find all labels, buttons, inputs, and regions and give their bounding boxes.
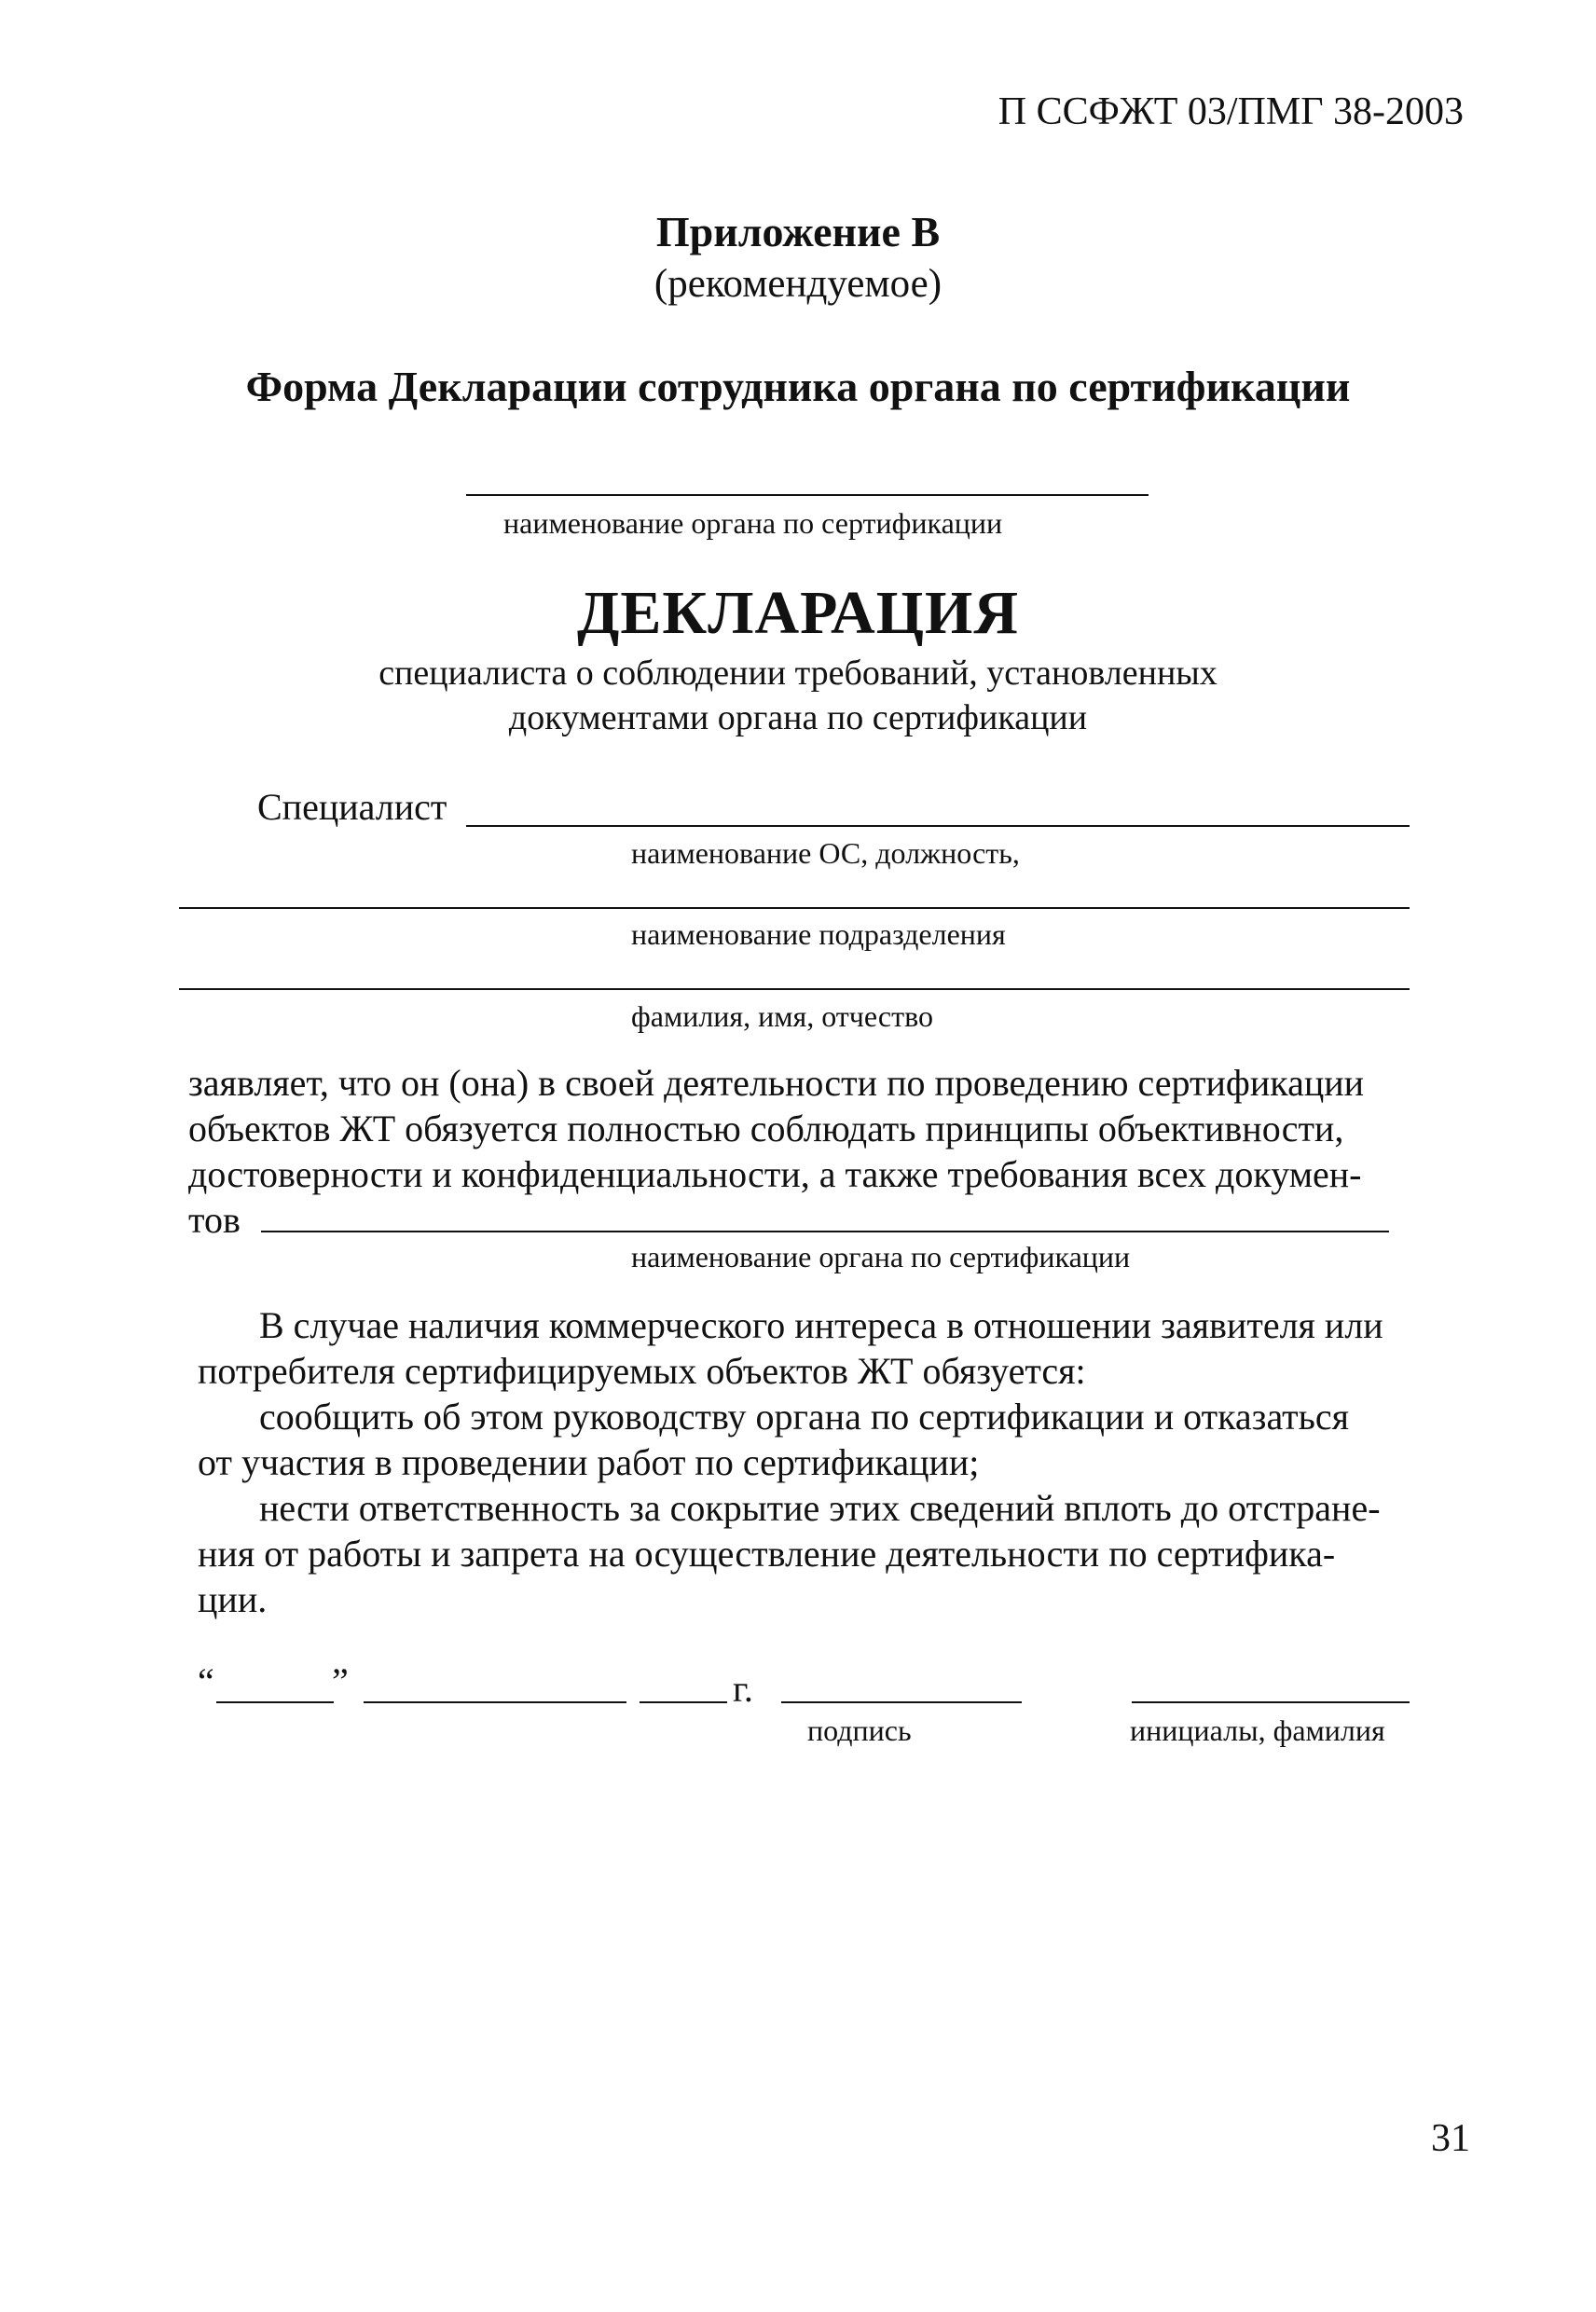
commercial-p2-line-1: сообщить об этом руководству органа по сертификации и отказаться [259,1396,1350,1438]
statement-line-3: достоверности и конфиденциальности, а также требования всех докумен- [188,1153,1362,1195]
page-number: 31 [1431,2117,1470,2160]
signature-line[interactable] [781,1701,1022,1703]
date-year-line[interactable] [640,1701,727,1703]
date-quote-close: ” [332,1660,349,1702]
date-quote-open: “ [198,1660,214,1702]
commercial-p3-line-3: ции. [198,1578,268,1620]
signature-caption: подпись [807,1713,912,1747]
appendix-title: Приложение В [655,208,941,255]
documents-org-caption: наименование органа по сертификации [631,1240,1131,1273]
date-day-line[interactable] [216,1701,334,1703]
declaration-subtitle-line-2: документами органа по сертификации [508,698,1088,737]
specialist-label: Специалист [257,786,447,828]
statement-line-2: объектов ЖТ обязуется полностью соблюдать принципы объективности, [188,1108,1344,1149]
form-title: Форма Декларации сотрудника органа по сертификации [245,363,1351,410]
department-field-line[interactable] [179,907,1410,909]
declaration-title: ДЕКЛАРАЦИЯ [577,579,1019,647]
initials-caption: инициалы, фамилия [1130,1713,1385,1747]
commercial-p1-line-1: В случае наличия коммерческого интереса в отношении заявителя или [259,1304,1383,1346]
commercial-p1-line-2: потребителя сертифицируемых объектов ЖТ обязуется: [198,1350,1086,1392]
statement-line-1: заявляет, что он (она) в своей деятельности по проведению сертификации [188,1062,1365,1104]
org-name-line [466,494,1149,496]
statement-line-4: тов [188,1199,241,1241]
full-name-caption: фамилия, имя, отчество [631,999,933,1033]
document-code: П ССФЖТ 03/ПМГ 38-2003 [998,90,1464,133]
declaration-subtitle-line-1: специалиста о соблюдении требований, установленных [378,654,1218,693]
specialist-field-line[interactable] [466,825,1410,827]
appendix-note: (рекомендуемое) [654,262,942,306]
full-name-field-line[interactable] [179,988,1410,990]
year-suffix: г. [733,1668,753,1710]
position-caption: наименование ОС, должность, [631,836,1020,870]
org-name-caption: наименование органа по сертификации [503,506,1003,540]
date-month-line[interactable] [364,1701,626,1703]
commercial-p2-line-2: от участия в проведении работ по сертификации; [198,1441,980,1483]
documents-org-field-line[interactable] [261,1231,1389,1232]
commercial-p3-line-2: ния от работы и запрета на осуществление деятельности по сертифика- [198,1533,1336,1575]
commercial-p3-line-1: нести ответственность за сокрытие этих сведений вплоть до отстране- [259,1487,1381,1529]
initials-line[interactable] [1132,1701,1410,1703]
department-caption: наименование подразделения [631,917,1006,951]
